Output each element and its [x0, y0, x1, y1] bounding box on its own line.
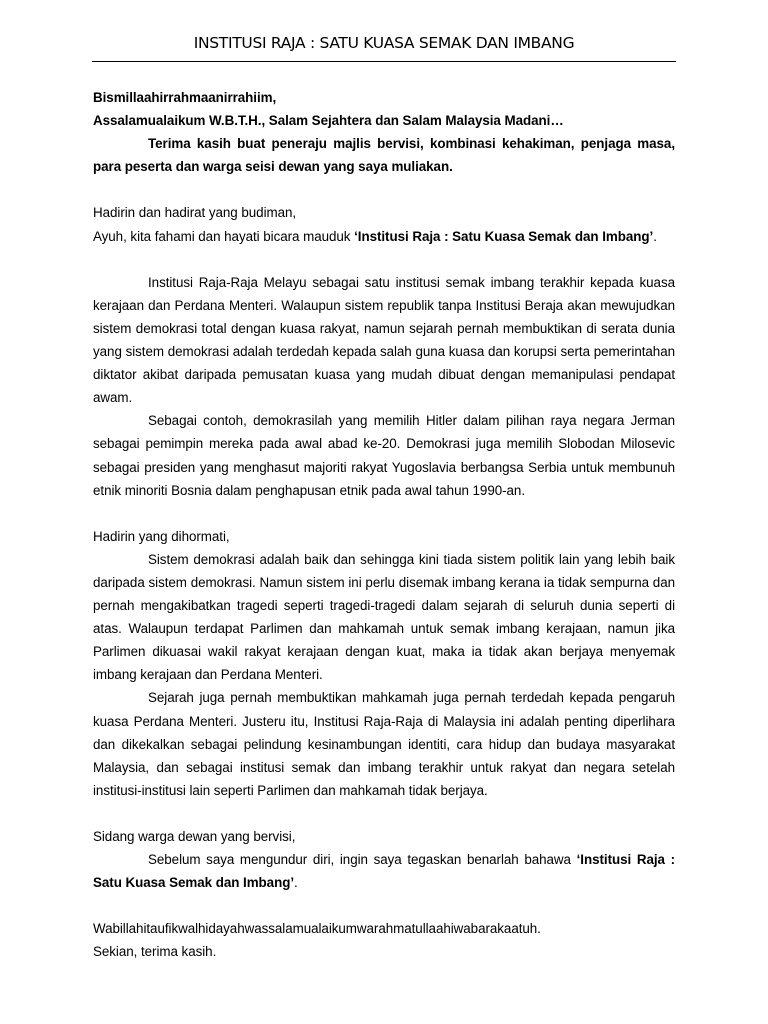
intro-topic: ‘Institusi Raja : Satu Kuasa Semak dan Imbang’	[354, 228, 654, 244]
signoff-line: Sekian, terima kasih.	[93, 944, 217, 960]
salutation-budiman: Hadirin dan hadirat yang budiman,	[93, 205, 297, 221]
paragraph-gap	[93, 178, 675, 201]
paragraph-gap	[93, 248, 675, 271]
document-title: INSTITUSI RAJA : SATU KUASA SEMAK DAN IMBANG	[193, 34, 575, 52]
paragraph-gap	[93, 502, 675, 525]
document-body	[93, 86, 675, 964]
closing-end: .	[294, 875, 298, 891]
body-paragraph-1: Institusi Raja-Raja Melayu sebagai satu institusi semak imbang terakhir kepada kuasa kerajaan dan Perdana Menteri. Walaupun sistem republik tanpa Institusi Beraja akan mewujudkan sistem demokrasi total dengan kuasa rakyat, namun sejarah pernah membuktikan di serata dunia yang sistem demokrasi adalah terdedah kepada salah guna kuasa dan korupsi serta pemerintahan diktator akibat daripada pemusatan kuasa yang mudah dibuat dengan memanipulasi pendapat awam.	[93, 274, 675, 406]
intro-end: .	[653, 228, 657, 244]
salutation-dihormati: Hadirin yang dihormati,	[93, 528, 230, 544]
paragraph-gap	[93, 802, 675, 825]
paragraph-gap	[93, 894, 675, 917]
wassalam-line: Wabillahitaufikwalhidayahwassalamualaikumwarahmatullaahiwabarakaatuh.	[93, 921, 541, 937]
greeting-bismillah: Bismillaahirrahmaanirrahiim,	[93, 90, 277, 105]
body-paragraph-2: Sebagai contoh, demokrasilah yang memilih Hitler dalam pilihan raya negara Jerman sebagai pemimpin mereka pada awal abad ke-20. Demokrasi juga memilih Slobodan Milosevic sebagai presiden yang menghasut majoriti rakyat Yugoslavia berbangsa Serbia untuk membunuh etnik minoriti Bosnia dalam penghapusan etnik pada awal tahun 1990-an.	[93, 413, 675, 498]
salutation-bervisi: Sidang warga dewan yang bervisi,	[93, 829, 296, 844]
closing-topic: ‘Institusi Raja : Satu Kuasa Semak dan Imbang’	[93, 852, 676, 891]
body-paragraph-3: Sistem demokrasi adalah baik dan sehingga kini tiada sistem politik lain yang lebih baik daripada sistem demokrasi. Namun sistem ini perlu disemak imbang kerana ia tidak sempurna dan pernah mengakibatkan tragedi seperti tragedi-tragedi dalam sejarah di seluruh dunia seperti di atas. Walaupun terdapat Parlimen dan mahkamah untuk semak imbang kerajaan, namun jika Parlimen dikuasai wakil rakyat kerajaan dengan kuat, maka ia tidak akan berjaya menyemak imbang kerajaan dan Perdana Menteri.	[93, 551, 675, 683]
closing-paragraph	[93, 848, 675, 894]
closing-text: Sebelum saya mengundur diri, ingin saya tegaskan benarlah bahawa	[148, 852, 577, 868]
body-paragraph-4: Sejarah juga pernah membuktikan mahkamah juga pernah terdedah kepada pengaruh kuasa Perdana Menteri. Justeru itu, Institusi Raja-Raja di Malaysia ini adalah penting diperlihara dan dikekalkan sebagai pelindung kesinambungan identiti, cara hidup dan budaya masyarakat Malaysia, dan sebagai institusi semak dan imbang terakhir untuk rakyat dan negara setelah institusi-institusi lain seperti Parlimen dan mahkamah tidak berjaya.	[93, 690, 675, 798]
intro-text: Ayuh, kita fahami dan hayati bicara mauduk	[93, 228, 355, 244]
thanks-paragraph: Terima kasih buat peneraju majlis bervisi, kombinasi kehakiman, penjaga masa, para peserta dan warga seisi dewan yang saya muliakan.	[93, 136, 675, 175]
title-underline	[92, 61, 676, 62]
greeting-salam: Assalamualaikum W.B.T.H., Salam Sejahtera dan Salam Malaysia Madani…	[93, 113, 564, 129]
intro-paragraph	[93, 225, 675, 248]
